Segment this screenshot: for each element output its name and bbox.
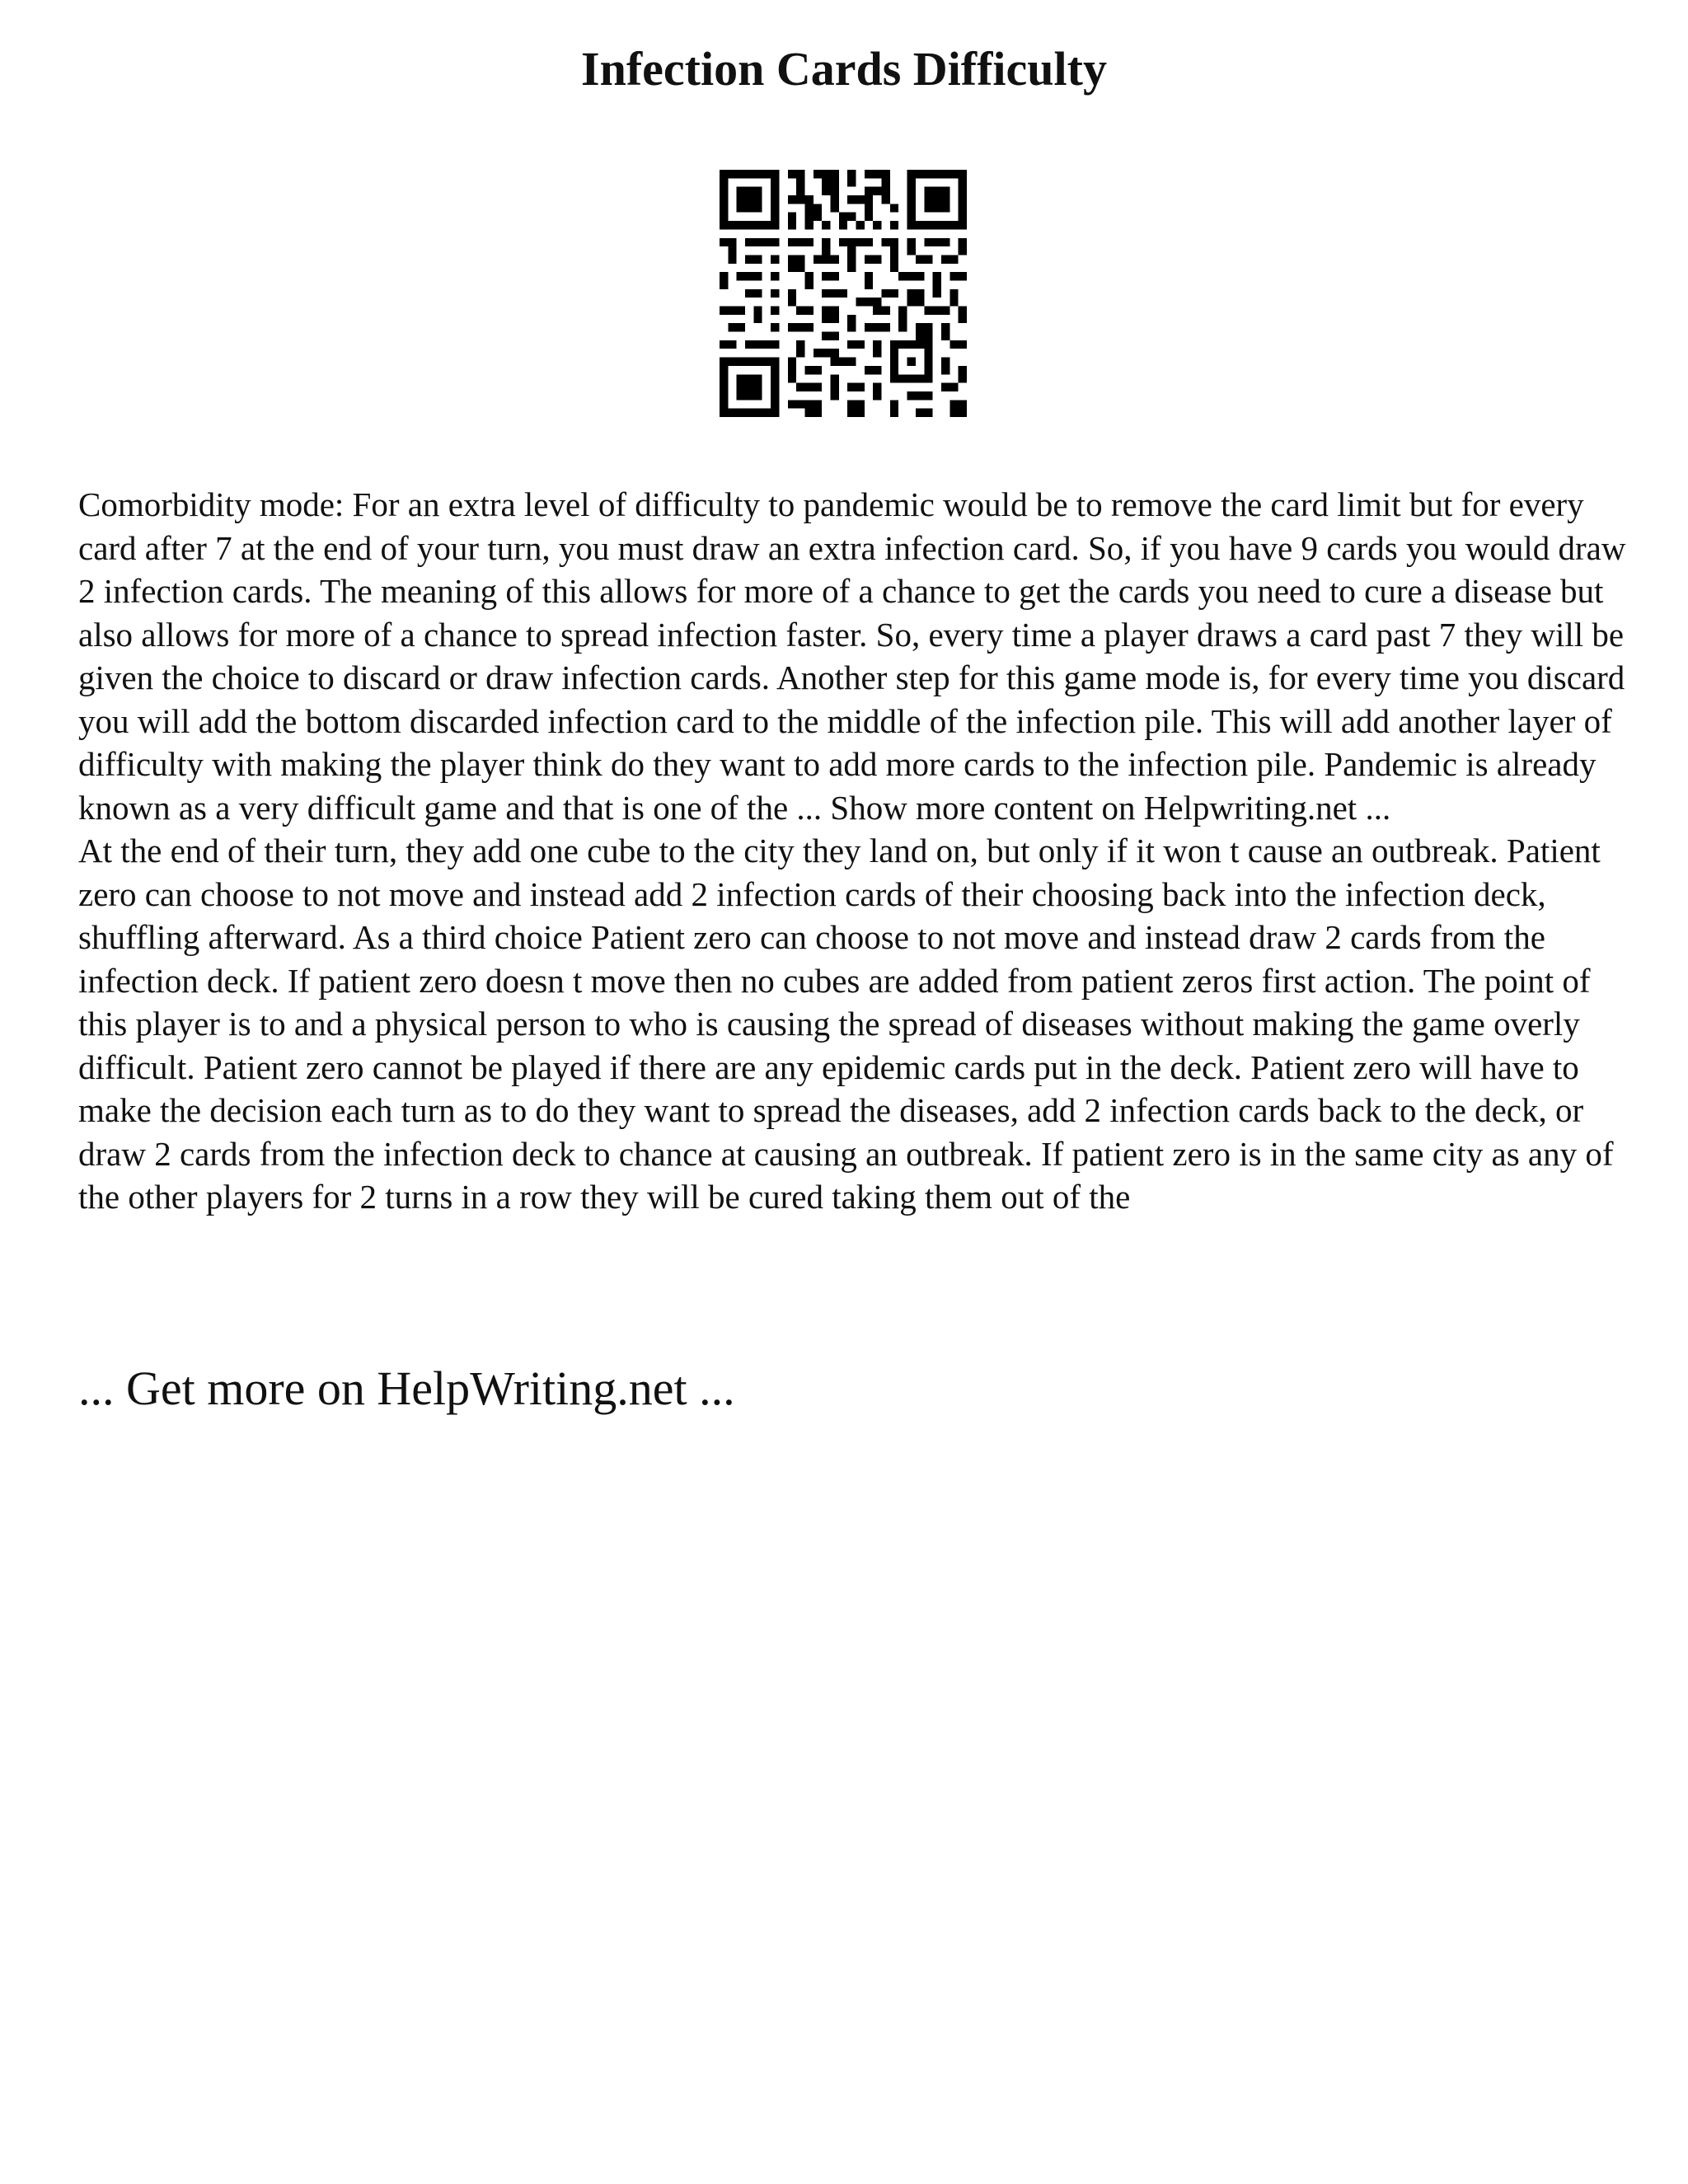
get-more-link[interactable]: ... Get more on HelpWriting.net ... [78, 1361, 735, 1415]
qr-code-icon [720, 170, 967, 417]
body-paragraph-2: At the end of their turn, they add one cube to the city they land on, but only if it won t cause an outbreak. Patient zero can choose to not move and instead add 2 infection cards of their choosing back into the infection deck, shuffling afterward. As a third choice Patient zero can choose to not move and instead draw 2 cards from the infection deck. If patient zero doesn t move then no cubes are added from patient zeros first action. The point of this player is to and a physical person to who is causing the spread of diseases without making the game overly difficult. Patient zero cannot be played if there are any epidemic cards put in the deck. Patient zero will have to make the decision each turn as to do they want to spread the diseases, add 2 infection cards back to the deck, or draw 2 cards from the infection deck to chance at causing an outbreak. If patient zero is in the same city as any of the other players for 2 turns in a row they will be cured taking them out of the [78, 832, 1614, 1216]
document-body [78, 483, 1628, 1219]
document-title: Infection Cards Difficulty [581, 42, 1107, 96]
body-paragraph-1: Comorbidity mode: For an extra level of difficulty to pandemic would be to remove the card limit but for every card after 7 at the end of your turn, you must draw an extra infection card. So, if you have 9 cards you would draw 2 infection cards. The meaning of this allows for more of a chance to get the cards you need to cure a disease but also allows for more of a chance to spread infection faster. So, every time a player draws a card past 7 they will be given the choice to discard or draw infection cards. Another step for this game mode is, for every time you discard you will add the bottom discarded infection card to the middle of the infection pile. This will add another layer of difficulty with making the player think do they want to add more cards to the infection pile. Pandemic is already known as a very difficult game and that is one of the ... Show more content on Helpwriting.net ... [78, 485, 1626, 827]
